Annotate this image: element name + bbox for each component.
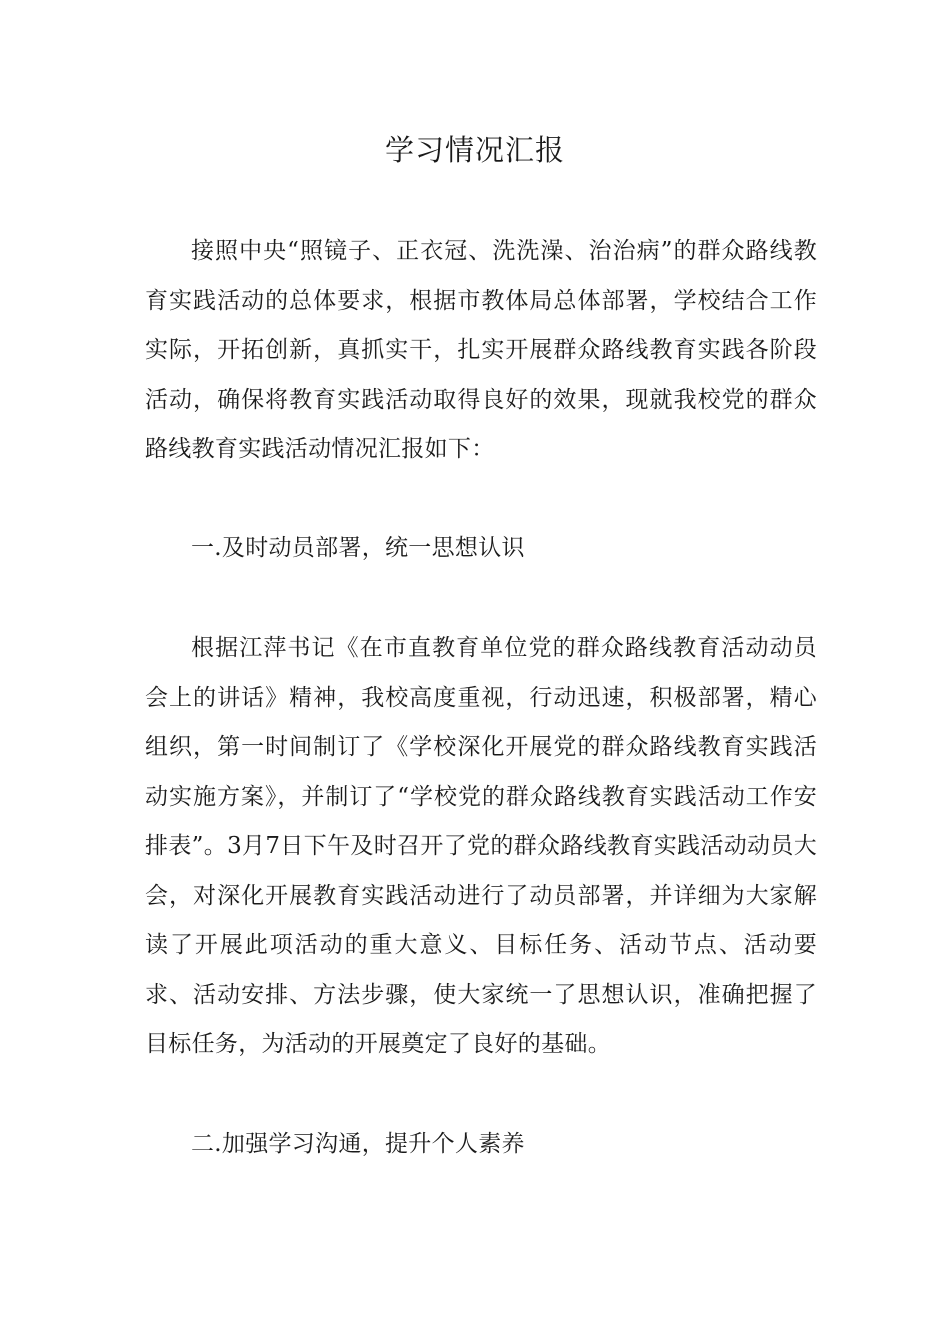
section-1-heading: 一.及时动员部署，统一思想认识 [191, 535, 525, 561]
section-2-heading: 二.加强学习沟通，提升个人素养 [191, 1131, 525, 1157]
section-1-paragraph: 根据江萍书记《在市直教育单位党的群众路线教育活动动员会上的讲话》精神，我校高度重视，行动迅速，积极部署，精心组织，第一时间制订了《学校深化开展党的群众路线教育实践活动实施方案》，并制订了“学校党的群众路线教育实践活动工作安排表”。3月7日下午及时召开了党的群众路线教育实践活动动员大会，对深化开展教育实践活动进行了动员部署，并详细为大家解读了开展此项活动的重大意义、目标任务、活动节点、活动要求、活动安排、方法步骤，使大家统一了思想认识，准确把握了目标任务，为活动的开展奠定了良好的基础。 [145, 635, 817, 1057]
document-title: 学习情况汇报 [384, 133, 565, 167]
intro-paragraph: 接照中央“照镜子、正衣冠、洗洗澡、治治病”的群众路线教育实践活动的总体要求，根据市教体局总体部署，学校结合工作实际，开拓创新，真抓实干，扎实开展群众路线教育实践各阶段活动，确保将教育实践活动取得良好的效果，现就我校党的群众路线教育实践活动情况汇报如下： [145, 238, 817, 462]
